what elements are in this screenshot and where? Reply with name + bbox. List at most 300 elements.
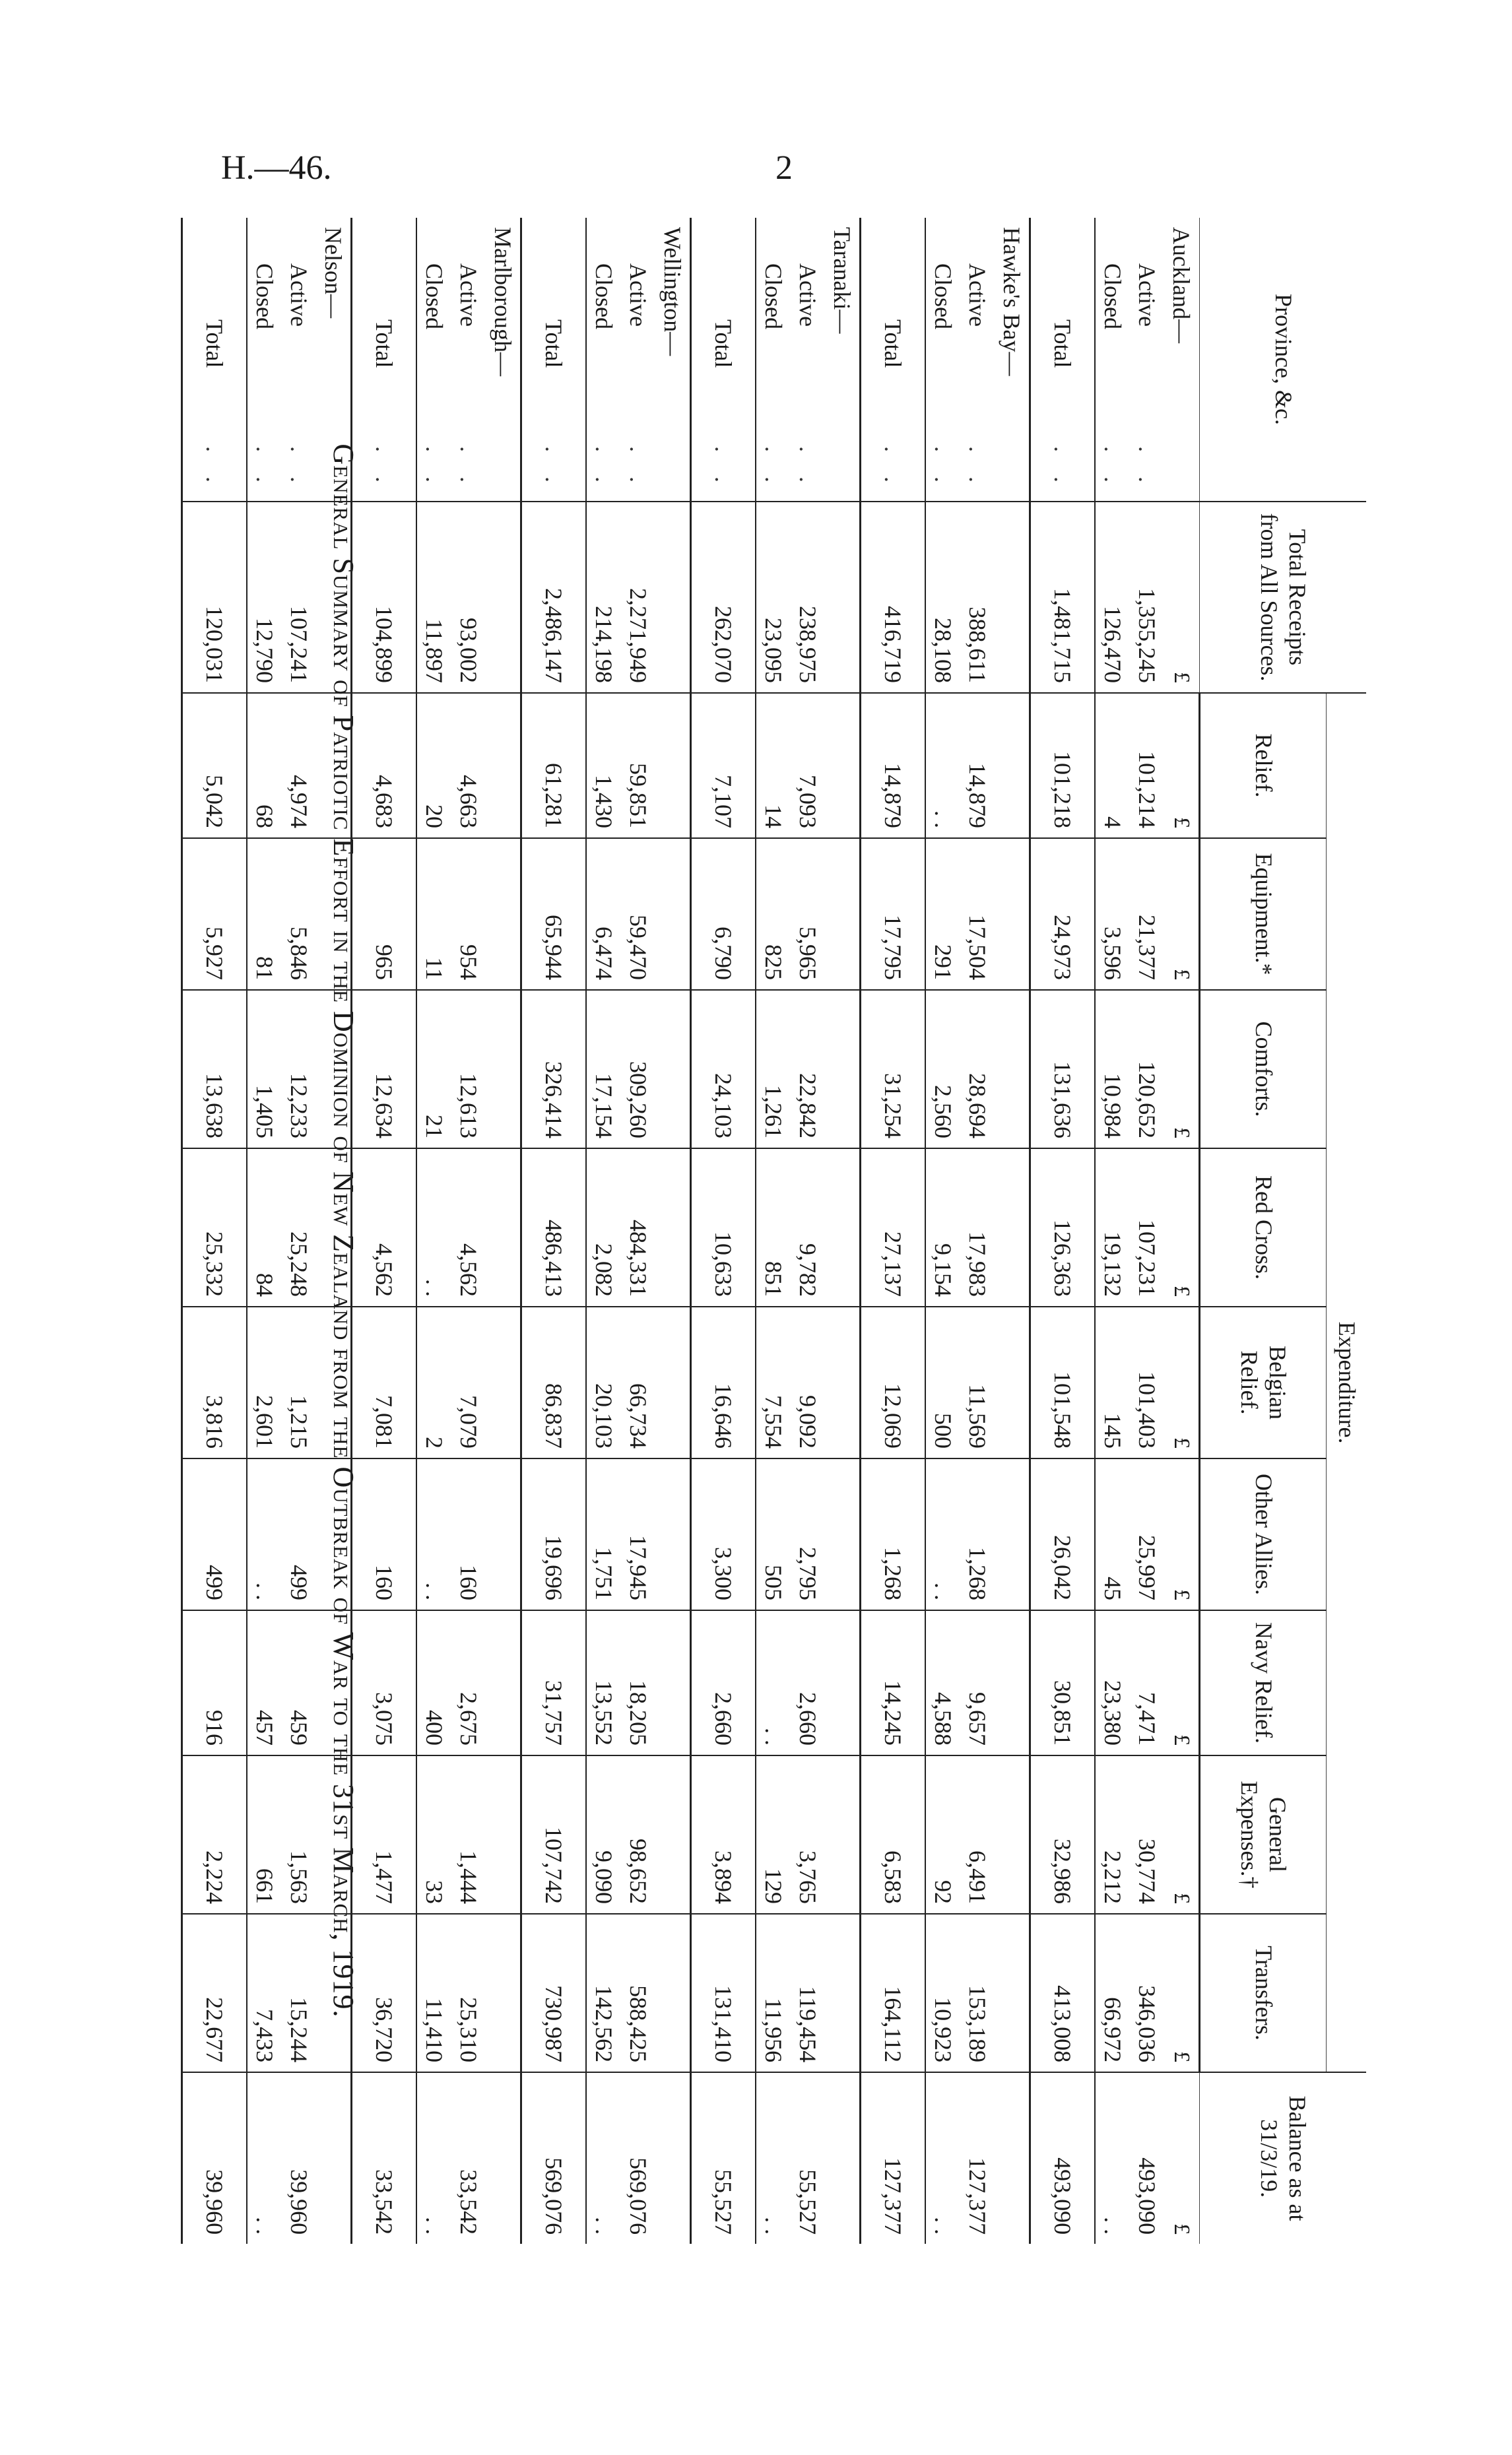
total-value-cell: 39,960 xyxy=(182,2072,247,2244)
total-row xyxy=(691,218,756,2244)
value-cell: . . xyxy=(586,2072,621,2244)
value-cell: . . xyxy=(756,2072,791,2244)
value-cell: 160 xyxy=(451,1458,486,1610)
province-name: Hawke's Bay— xyxy=(999,227,1025,376)
total-value-cell: 120,031 xyxy=(182,502,247,693)
empty-cell xyxy=(655,838,691,990)
empty-cell xyxy=(995,1148,1030,1307)
province-row xyxy=(486,218,521,2244)
total-value-cell: 6,790 xyxy=(691,838,756,990)
value-cell: 28,694 xyxy=(960,990,995,1148)
value-cell: 59,851 xyxy=(621,693,655,838)
pound-symbol: £ xyxy=(1169,2223,1195,2235)
value-cell: 66,734 xyxy=(621,1307,655,1458)
value-cell: 2,082 xyxy=(586,1148,621,1307)
active-label-cell xyxy=(451,218,486,502)
value-cell: 127,377 xyxy=(960,2072,995,2244)
empty-cell xyxy=(1164,1610,1200,1755)
value-cell: 11,569 xyxy=(960,1307,995,1458)
value-cell: 499 xyxy=(282,1458,316,1610)
empty-cell xyxy=(825,502,861,693)
closed-row xyxy=(416,218,451,2244)
value-cell: 6,491 xyxy=(960,1755,995,1914)
value-cell: 28,108 xyxy=(925,502,960,693)
col-transfers: Transfers. xyxy=(1200,1914,1327,2072)
col-receipts: Total Receipts from All Sources. xyxy=(1200,502,1367,693)
leader-dots: . . xyxy=(371,446,397,492)
document-id: H.—46. xyxy=(221,149,332,187)
value-cell: 145 xyxy=(1095,1307,1130,1458)
closed-row xyxy=(756,218,791,2244)
leader-dots: . . xyxy=(930,446,956,492)
closed-label: Closed xyxy=(421,263,447,330)
active-row xyxy=(451,218,486,2244)
empty-cell xyxy=(1164,2072,1200,2244)
empty-cell xyxy=(316,1458,352,1610)
total-value-cell: 486,413 xyxy=(521,1148,587,1307)
value-cell: 1,430 xyxy=(586,693,621,838)
value-cell: . . xyxy=(247,2072,282,2244)
value-cell: 39,960 xyxy=(282,2072,316,2244)
total-value-cell: 131,410 xyxy=(691,1914,756,2072)
empty-cell xyxy=(825,693,861,838)
total-value-cell: 31,757 xyxy=(521,1610,587,1755)
province-name: Auckland— xyxy=(1168,227,1195,343)
empty-cell xyxy=(1164,693,1200,838)
total-value-cell: 32,986 xyxy=(1030,1755,1096,1914)
pound-symbol: £ xyxy=(1169,1893,1194,1904)
value-cell: 33 xyxy=(416,1755,451,1914)
summary-table xyxy=(181,218,1366,2244)
value-cell: 11,956 xyxy=(756,1914,791,2072)
value-cell: 19,132 xyxy=(1095,1148,1130,1307)
value-cell: 238,975 xyxy=(791,502,825,693)
province-row xyxy=(655,218,691,2244)
total-value-cell: 3,300 xyxy=(691,1458,756,1610)
empty-cell xyxy=(995,1610,1030,1755)
total-value-cell: 730,987 xyxy=(521,1914,587,2072)
pound-symbol: £ xyxy=(1169,817,1194,828)
pound-symbol: £ xyxy=(1169,1589,1194,1600)
empty-cell xyxy=(655,693,691,838)
value-cell: 101,214 xyxy=(1130,693,1164,838)
value-cell: 388,611 xyxy=(960,502,995,693)
value-cell: 1,261 xyxy=(756,990,791,1148)
empty-cell xyxy=(1164,990,1200,1148)
empty-cell xyxy=(995,1914,1030,2072)
value-cell: 1,405 xyxy=(247,990,282,1148)
value-cell: 25,248 xyxy=(282,1148,316,1307)
closed-label-cell xyxy=(1095,218,1130,502)
active-label: Active xyxy=(455,263,482,327)
total-label-cell xyxy=(691,218,756,502)
col-province: Province, &c. xyxy=(1200,218,1367,502)
closed-label: Closed xyxy=(1100,263,1126,330)
empty-cell xyxy=(655,1610,691,1755)
active-label: Active xyxy=(964,263,991,327)
total-label: Total xyxy=(541,319,567,368)
closed-label-cell xyxy=(247,218,282,502)
total-value-cell: 2,660 xyxy=(691,1610,756,1755)
table-title: General Summary of Patriotic Effort in the Dominion of New Zealand from the Outbreak of War to the 31st March, 1919. xyxy=(327,443,360,2018)
total-label: Total xyxy=(880,319,906,368)
empty-cell xyxy=(655,990,691,1148)
page-number: 2 xyxy=(775,149,793,187)
empty-cell xyxy=(486,1755,521,1914)
closed-row xyxy=(1095,218,1130,2244)
total-value-cell: 7,107 xyxy=(691,693,756,838)
total-value-cell: 416,719 xyxy=(861,502,926,693)
total-value-cell: 26,042 xyxy=(1030,1458,1096,1610)
empty-cell xyxy=(486,502,521,693)
value-cell: 9,090 xyxy=(586,1755,621,1914)
value-cell: 457 xyxy=(247,1610,282,1755)
leader-dots: . . xyxy=(421,446,447,492)
total-value-cell: 262,070 xyxy=(691,502,756,693)
active-row xyxy=(1130,218,1164,2244)
total-value-cell: 107,742 xyxy=(521,1755,587,1914)
province-row xyxy=(825,218,861,2244)
total-value-cell: 965 xyxy=(352,838,417,990)
empty-cell xyxy=(995,1755,1030,1914)
value-cell: 309,260 xyxy=(621,990,655,1148)
value-cell: 22,842 xyxy=(791,990,825,1148)
value-cell: 12,790 xyxy=(247,502,282,693)
value-cell: 5,846 xyxy=(282,838,316,990)
value-cell: 153,189 xyxy=(960,1914,995,2072)
value-cell: 4,663 xyxy=(451,693,486,838)
col-belgian-relief: Belgian Relief. xyxy=(1200,1307,1327,1458)
total-value-cell: 36,720 xyxy=(352,1914,417,2072)
empty-cell xyxy=(316,693,352,838)
value-cell: 11,410 xyxy=(416,1914,451,2072)
empty-cell xyxy=(825,1458,861,1610)
value-cell: 493,090 xyxy=(1130,2072,1164,2244)
empty-cell xyxy=(1164,838,1200,990)
value-cell: . . xyxy=(756,1610,791,1755)
total-label-cell xyxy=(182,218,247,502)
province-name: Nelson— xyxy=(320,227,346,318)
value-cell: 1,355,245 xyxy=(1130,502,1164,693)
value-cell: 107,231 xyxy=(1130,1148,1164,1307)
value-cell: . . xyxy=(1095,2072,1130,2244)
value-cell: 7,079 xyxy=(451,1307,486,1458)
total-value-cell: 27,137 xyxy=(861,1148,926,1307)
leader-dots: . . xyxy=(880,446,906,492)
value-cell: 2 xyxy=(416,1307,451,1458)
empty-cell xyxy=(655,2072,691,2244)
empty-cell xyxy=(316,1755,352,1914)
value-cell: 120,652 xyxy=(1130,990,1164,1148)
value-cell: 59,470 xyxy=(621,838,655,990)
empty-cell xyxy=(316,502,352,693)
col-general-expenses: General Expenses.† xyxy=(1200,1755,1327,1914)
value-cell: 2,795 xyxy=(791,1458,825,1610)
value-cell: 1,268 xyxy=(960,1458,995,1610)
value-cell: 1,563 xyxy=(282,1755,316,1914)
total-row xyxy=(182,218,247,2244)
total-value-cell: 5,927 xyxy=(182,838,247,990)
active-label-cell xyxy=(960,218,995,502)
value-cell: 17,983 xyxy=(960,1148,995,1307)
col-comforts: Comforts. xyxy=(1200,990,1327,1148)
total-row xyxy=(861,218,926,2244)
province-name: Taranaki— xyxy=(829,227,855,334)
value-cell: 9,782 xyxy=(791,1148,825,1307)
total-value-cell: 7,081 xyxy=(352,1307,417,1458)
value-cell: 17,504 xyxy=(960,838,995,990)
total-value-cell: 30,851 xyxy=(1030,1610,1096,1755)
value-cell: 6,474 xyxy=(586,838,621,990)
value-cell: 98,652 xyxy=(621,1755,655,1914)
total-row xyxy=(521,218,587,2244)
closed-label-cell xyxy=(586,218,621,502)
empty-cell xyxy=(825,838,861,990)
value-cell: 17,154 xyxy=(586,990,621,1148)
empty-cell xyxy=(825,1914,861,2072)
empty-cell xyxy=(316,1610,352,1755)
leader-dots: . . xyxy=(251,446,278,492)
total-value-cell: 3,816 xyxy=(182,1307,247,1458)
total-value-cell: 916 xyxy=(182,1610,247,1755)
total-label-cell xyxy=(1030,218,1096,502)
value-cell: 400 xyxy=(416,1610,451,1755)
total-value-cell: 31,254 xyxy=(861,990,926,1148)
value-cell: 851 xyxy=(756,1148,791,1307)
value-cell: 45 xyxy=(1095,1458,1130,1610)
active-label-cell xyxy=(791,218,825,502)
total-value-cell: 1,477 xyxy=(352,1755,417,1914)
province-name: Marlborough— xyxy=(490,227,516,376)
value-cell: 459 xyxy=(282,1610,316,1755)
value-cell: . . xyxy=(416,2072,451,2244)
value-cell: 1,215 xyxy=(282,1307,316,1458)
total-row xyxy=(1030,218,1096,2244)
value-cell: 9,657 xyxy=(960,1610,995,1755)
rotated-table-region xyxy=(198,218,1366,2244)
empty-cell xyxy=(1164,1458,1200,1610)
closed-label: Closed xyxy=(930,263,956,330)
total-value-cell: 25,332 xyxy=(182,1148,247,1307)
value-cell: 346,036 xyxy=(1130,1914,1164,2072)
leader-dots: . . xyxy=(201,446,228,492)
value-cell: 10,984 xyxy=(1095,990,1130,1148)
total-value-cell: 14,879 xyxy=(861,693,926,838)
total-value-cell: 413,008 xyxy=(1030,1914,1096,2072)
empty-cell xyxy=(825,1755,861,1914)
empty-cell xyxy=(486,990,521,1148)
value-cell: 825 xyxy=(756,838,791,990)
total-value-cell: 493,090 xyxy=(1030,2072,1096,2244)
value-cell: 25,997 xyxy=(1130,1458,1164,1610)
value-cell: 214,198 xyxy=(586,502,621,693)
closed-label: Closed xyxy=(251,263,278,330)
total-value-cell: 4,683 xyxy=(352,693,417,838)
active-row xyxy=(621,218,655,2244)
value-cell: 4 xyxy=(1095,693,1130,838)
value-cell: 107,241 xyxy=(282,502,316,693)
value-cell: 23,095 xyxy=(756,502,791,693)
value-cell: 2,271,949 xyxy=(621,502,655,693)
value-cell: 7,471 xyxy=(1130,1610,1164,1755)
total-value-cell: 6,583 xyxy=(861,1755,926,1914)
total-value-cell: 1,268 xyxy=(861,1458,926,1610)
value-cell: 505 xyxy=(756,1458,791,1610)
closed-row xyxy=(586,218,621,2244)
active-row xyxy=(791,218,825,2244)
empty-cell xyxy=(655,1755,691,1914)
empty-cell xyxy=(486,2072,521,2244)
total-value-cell: 126,363 xyxy=(1030,1148,1096,1307)
empty-cell xyxy=(316,1307,352,1458)
closed-label-cell xyxy=(416,218,451,502)
total-value-cell: 164,112 xyxy=(861,1914,926,2072)
empty-cell xyxy=(316,1914,352,2072)
col-red-cross: Red Cross. xyxy=(1200,1148,1327,1307)
total-value-cell: 569,076 xyxy=(521,2072,587,2244)
total-value-cell: 326,414 xyxy=(521,990,587,1148)
value-cell: 11 xyxy=(416,838,451,990)
value-cell: 2,212 xyxy=(1095,1755,1130,1914)
total-value-cell: 14,245 xyxy=(861,1610,926,1755)
closed-label: Closed xyxy=(591,263,617,330)
leader-dots: . . xyxy=(541,446,567,492)
value-cell: 81 xyxy=(247,838,282,990)
total-value-cell: 127,377 xyxy=(861,2072,926,2244)
leader-dots: . . xyxy=(455,446,482,492)
empty-cell xyxy=(316,838,352,990)
value-cell: . . xyxy=(925,2072,960,2244)
col-other-allies: Other Allies. xyxy=(1200,1458,1327,1610)
value-cell: 2,601 xyxy=(247,1307,282,1458)
value-cell: 66,972 xyxy=(1095,1914,1130,2072)
active-label: Active xyxy=(625,263,651,327)
leader-dots: . . xyxy=(795,446,821,492)
col-relief: Relief. xyxy=(1200,693,1327,838)
value-cell: 11,897 xyxy=(416,502,451,693)
value-cell: 1,444 xyxy=(451,1755,486,1914)
active-row xyxy=(282,218,316,2244)
value-cell: 20 xyxy=(416,693,451,838)
empty-cell xyxy=(995,1458,1030,1610)
total-value-cell: 2,224 xyxy=(182,1755,247,1914)
total-value-cell: 61,281 xyxy=(521,693,587,838)
total-row xyxy=(352,218,417,2244)
value-cell: 9,092 xyxy=(791,1307,825,1458)
value-cell: 5,965 xyxy=(791,838,825,990)
value-cell: 15,244 xyxy=(282,1914,316,2072)
empty-cell xyxy=(486,1914,521,2072)
closed-label: Closed xyxy=(760,263,787,330)
total-value-cell: 16,646 xyxy=(691,1307,756,1458)
value-cell: 14,879 xyxy=(960,693,995,838)
value-cell: 55,527 xyxy=(791,2072,825,2244)
closed-label-cell xyxy=(756,218,791,502)
value-cell: 7,433 xyxy=(247,1914,282,2072)
empty-cell xyxy=(486,1458,521,1610)
province-row xyxy=(316,218,352,2244)
closed-label-cell xyxy=(925,218,960,502)
total-value-cell: 55,527 xyxy=(691,2072,756,2244)
value-cell: . . xyxy=(416,1148,451,1307)
total-label: Total xyxy=(710,319,737,368)
value-cell: 10,923 xyxy=(925,1914,960,2072)
value-cell: 92 xyxy=(925,1755,960,1914)
active-label: Active xyxy=(286,263,312,327)
value-cell: 291 xyxy=(925,838,960,990)
total-value-cell: 24,973 xyxy=(1030,838,1096,990)
value-cell: 2,560 xyxy=(925,990,960,1148)
pound-symbol: £ xyxy=(1169,2051,1194,2063)
total-value-cell: 2,486,147 xyxy=(521,502,587,693)
pound-symbol: £ xyxy=(1169,969,1194,980)
leader-dots: . . xyxy=(760,446,787,492)
value-cell: . . xyxy=(247,1458,282,1610)
closed-row xyxy=(925,218,960,2244)
province-row xyxy=(995,218,1030,2244)
value-cell: 12,233 xyxy=(282,990,316,1148)
value-cell: 4,974 xyxy=(282,693,316,838)
col-equipment: Equipment.* xyxy=(1200,838,1327,990)
empty-cell xyxy=(1164,1755,1200,1914)
empty-cell xyxy=(995,502,1030,693)
total-value-cell: 5,042 xyxy=(182,693,247,838)
value-cell: 7,554 xyxy=(756,1307,791,1458)
value-cell: 4,562 xyxy=(451,1148,486,1307)
value-cell: . . xyxy=(925,1458,960,1610)
total-value-cell: 12,069 xyxy=(861,1307,926,1458)
active-label: Active xyxy=(795,263,821,327)
total-label-cell xyxy=(352,218,417,502)
total-value-cell: 17,795 xyxy=(861,838,926,990)
value-cell: 954 xyxy=(451,838,486,990)
value-cell: 20,103 xyxy=(586,1307,621,1458)
pound-symbol: £ xyxy=(1169,1127,1194,1138)
table-body xyxy=(182,218,1200,2244)
leader-dots: . . xyxy=(625,446,651,492)
value-cell: 14 xyxy=(756,693,791,838)
total-value-cell: 1,481,715 xyxy=(1030,502,1096,693)
total-value-cell: 101,218 xyxy=(1030,693,1096,838)
empty-cell xyxy=(825,990,861,1148)
empty-cell xyxy=(655,1458,691,1610)
total-value-cell: 13,638 xyxy=(182,990,247,1148)
empty-cell xyxy=(655,502,691,693)
value-cell: 119,454 xyxy=(791,1914,825,2072)
total-value-cell: 19,696 xyxy=(521,1458,587,1610)
empty-cell xyxy=(486,693,521,838)
total-value-cell: 3,075 xyxy=(352,1610,417,1755)
value-cell: 2,660 xyxy=(791,1610,825,1755)
empty-cell xyxy=(316,2072,352,2244)
value-cell: 500 xyxy=(925,1307,960,1458)
active-label-cell xyxy=(282,218,316,502)
total-value-cell: 86,837 xyxy=(521,1307,587,1458)
value-cell: 17,945 xyxy=(621,1458,655,1610)
empty-cell xyxy=(995,990,1030,1148)
value-cell: 4,588 xyxy=(925,1610,960,1755)
value-cell: 142,562 xyxy=(586,1914,621,2072)
total-label: Total xyxy=(1049,319,1076,368)
value-cell: 101,403 xyxy=(1130,1307,1164,1458)
empty-cell xyxy=(825,1307,861,1458)
total-value-cell: 104,899 xyxy=(352,502,417,693)
col-balance: Balance as at 31/3/19. xyxy=(1200,2072,1367,2244)
value-cell: 126,470 xyxy=(1095,502,1130,693)
empty-cell xyxy=(995,693,1030,838)
leader-dots: . . xyxy=(964,446,991,492)
total-value-cell: 10,633 xyxy=(691,1148,756,1307)
